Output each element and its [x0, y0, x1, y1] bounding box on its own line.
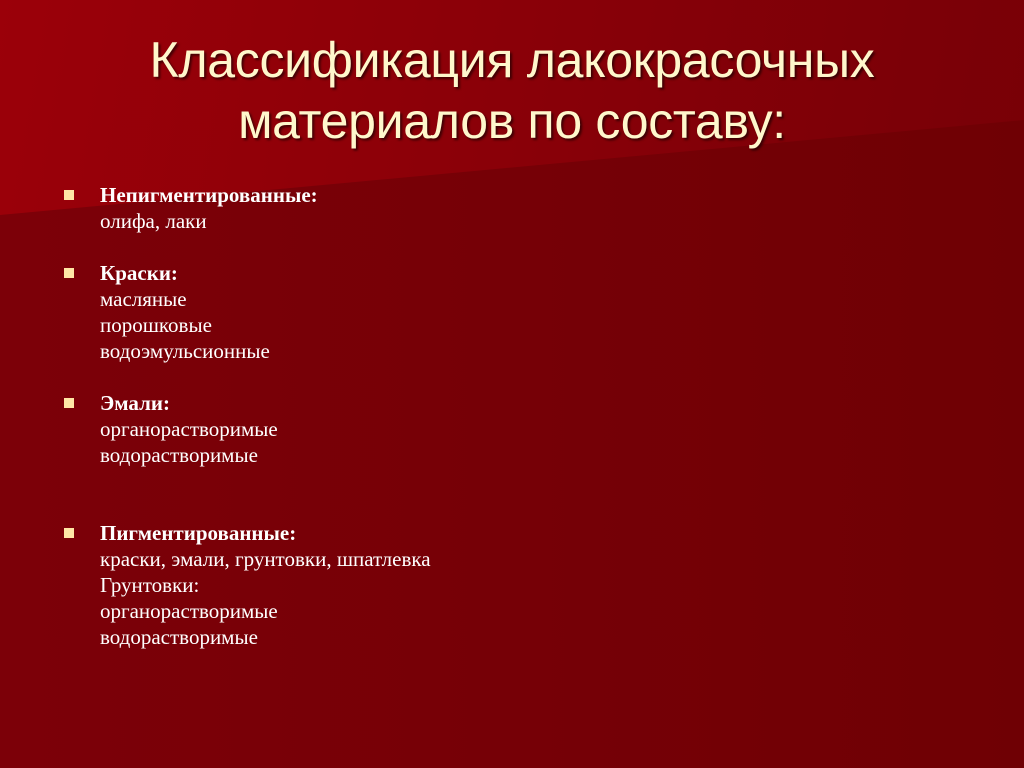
list-item-title: Пигментированные: — [100, 521, 297, 545]
slide-title — [40, 30, 984, 152]
list-item-line: органорастворимые — [100, 599, 278, 623]
list-item-title: Краски: — [100, 261, 178, 285]
list-item-paints — [58, 260, 958, 364]
slide-title-line-2: материалов по составу: — [238, 93, 786, 149]
list-item-line: краски, эмали, грунтовки, шпатлевка — [100, 547, 431, 571]
list-item-line: водорастворимые — [100, 625, 258, 649]
list-item-line: водорастворимые — [100, 443, 258, 467]
bullet-list — [58, 182, 958, 650]
list-item-line: масляные — [100, 287, 187, 311]
list-item-title: Непигментированные: — [100, 183, 318, 207]
list-item-line: олифа, лаки — [100, 209, 207, 233]
square-bullet-icon — [64, 398, 74, 408]
square-bullet-icon — [64, 528, 74, 538]
list-item-unpigmented — [58, 182, 958, 234]
list-item-pigmented — [58, 520, 958, 650]
list-item-line: Грунтовки: — [100, 573, 200, 597]
square-bullet-icon — [64, 268, 74, 278]
list-item-line: порошковые — [100, 313, 212, 337]
list-item-line: органорастворимые — [100, 417, 278, 441]
square-bullet-icon — [64, 190, 74, 200]
list-item-line: водоэмульсионные — [100, 339, 270, 363]
list-item-title: Эмали: — [100, 391, 170, 415]
slide-title-line-1: Классификация лакокрасочных — [149, 32, 875, 88]
list-item-enamels — [58, 390, 958, 468]
